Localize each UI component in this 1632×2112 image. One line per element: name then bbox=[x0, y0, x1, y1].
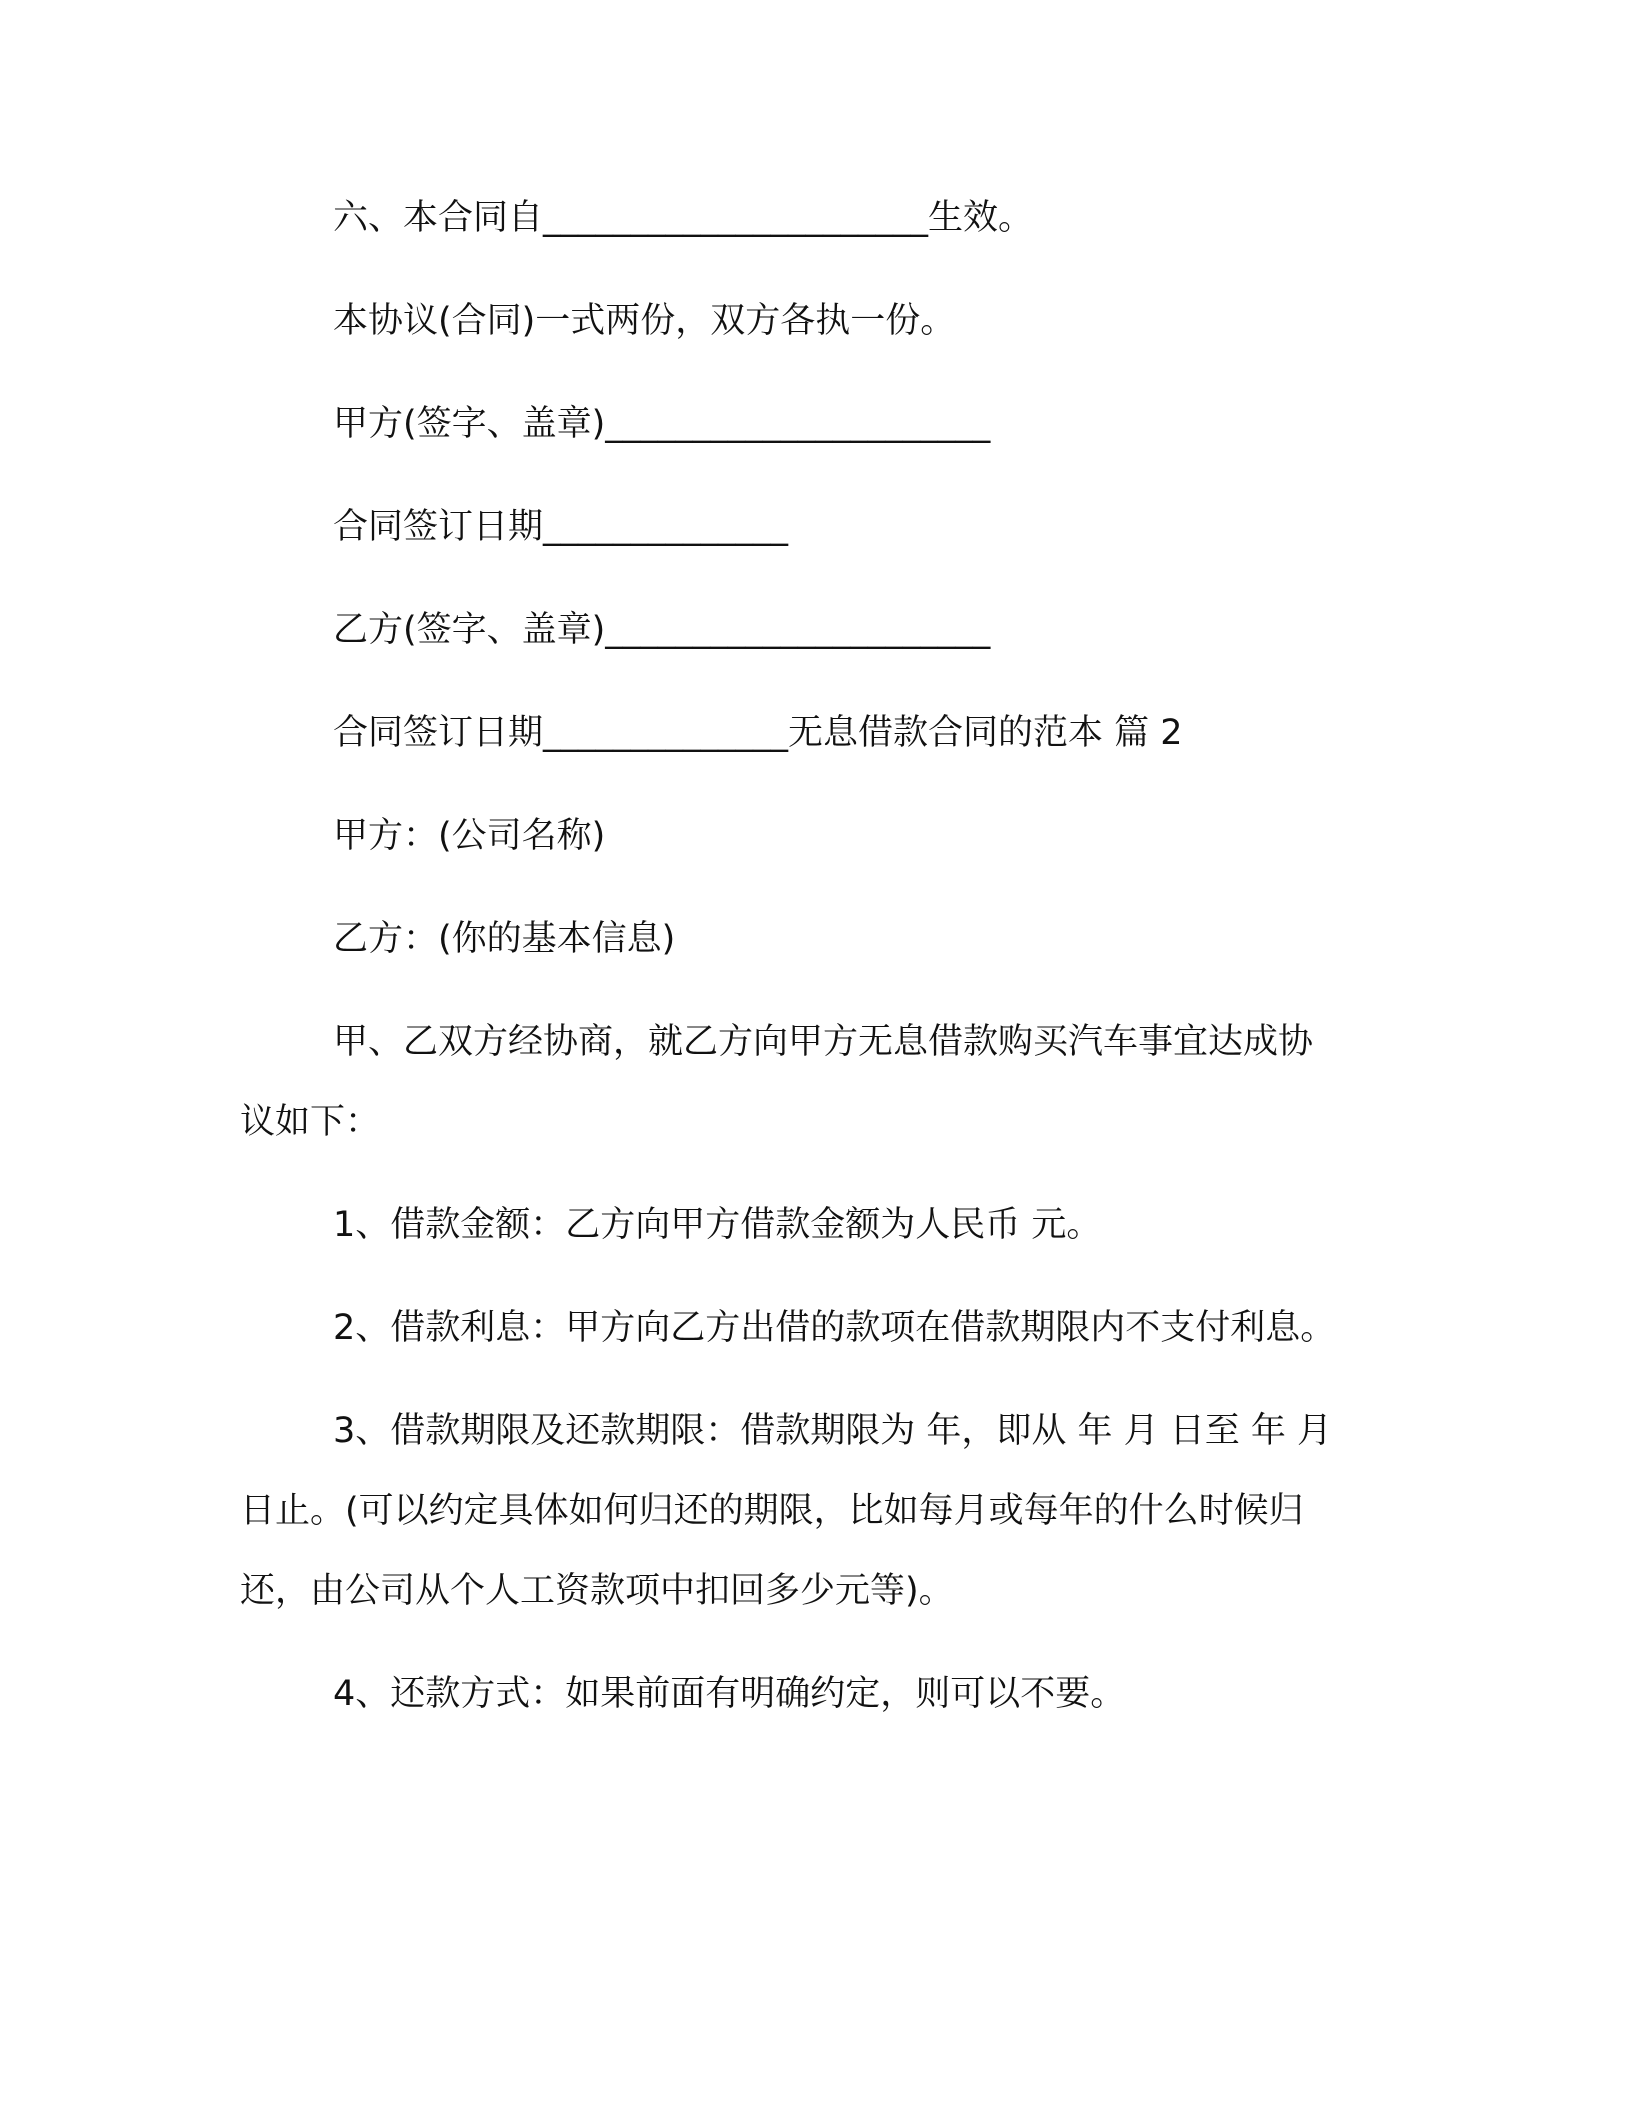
party-b-info: 乙方：(你的基本信息) bbox=[333, 919, 676, 959]
clause-4-repayment: 4、还款方式：如果前面有明确约定，则可以不要。 bbox=[333, 1674, 1126, 1714]
preamble-line-2: 议如下： bbox=[240, 1102, 381, 1142]
clause-2-interest: 2、借款利息：甲方向乙方出借的款项在借款期限内不支付利息。 bbox=[333, 1308, 1336, 1348]
preamble-line-1: 甲、乙双方经协商，就乙方向甲方无息借款购买汽车事宜达成协 bbox=[333, 1022, 1314, 1062]
signing-date-b-and-title: 合同签订日期______________无息借款合同的范本 篇 2 bbox=[333, 713, 1183, 753]
clause-3-term-line-1: 3、借款期限及还款期限：借款期限为 年，即从 年 月 日至 年 月 bbox=[333, 1411, 1333, 1451]
clause-3-term-line-3: 还，由公司从个人工资款项中扣回多少元等)。 bbox=[240, 1571, 954, 1611]
party-a-signature: 甲方(签字、盖章)______________________ bbox=[333, 404, 991, 444]
party-b-signature: 乙方(签字、盖章)______________________ bbox=[333, 610, 991, 650]
signing-date-a: 合同签订日期______________ bbox=[333, 507, 789, 547]
copies-statement: 本协议(合同)一式两份，双方各执一份。 bbox=[333, 301, 956, 341]
clause-6-effective: 六、本合同自______________________生效。 bbox=[333, 198, 1034, 238]
clause-1-amount: 1、借款金额：乙方向甲方借款金额为人民币 元。 bbox=[333, 1205, 1102, 1245]
clause-3-term-line-2: 日止。(可以约定具体如何归还的期限，比如每月或每年的什么时候归 bbox=[240, 1491, 1304, 1531]
party-a-name: 甲方：(公司名称) bbox=[333, 816, 606, 856]
